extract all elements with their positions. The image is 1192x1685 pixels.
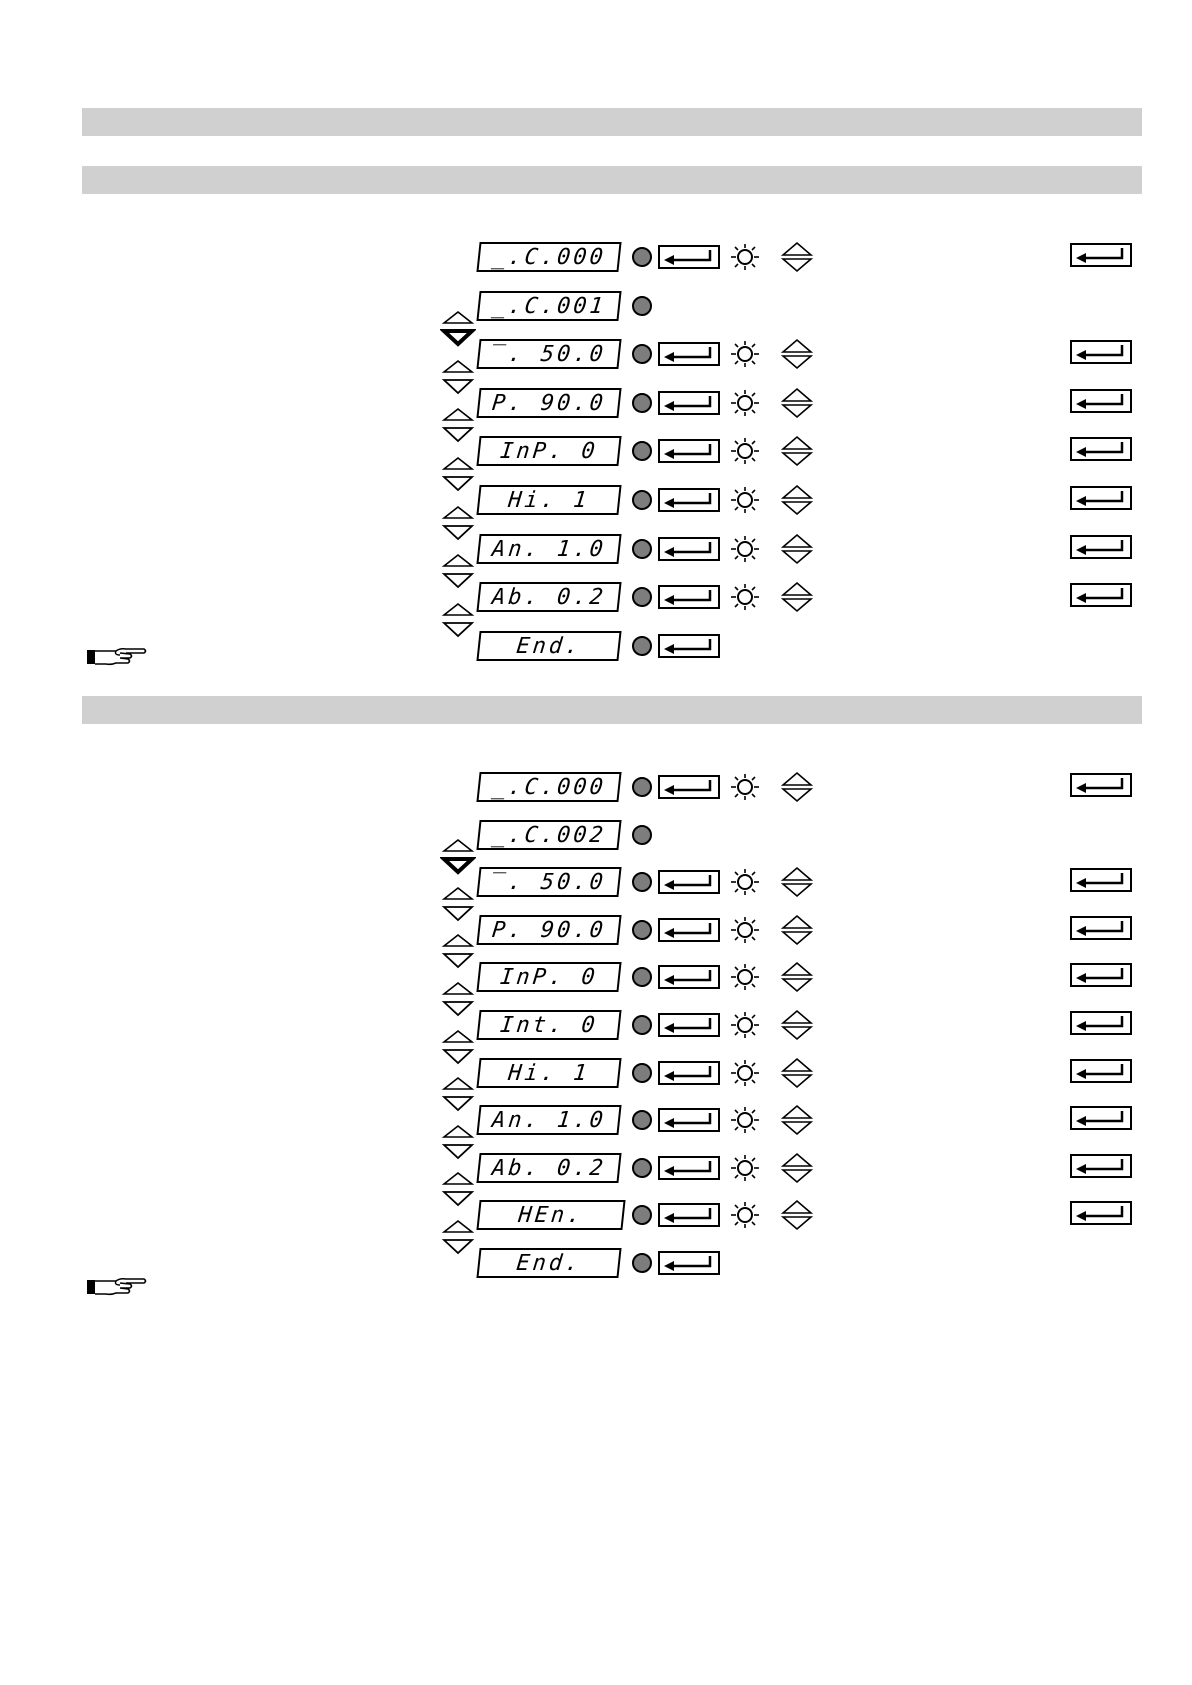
grey-led-icon [632, 1158, 652, 1178]
display-step [0, 962, 1192, 996]
blinking-sun-icon [728, 867, 762, 897]
lcd-display: End. [476, 631, 621, 661]
up-down-arrows-icon[interactable] [780, 1103, 814, 1137]
up-down-arrows-icon[interactable] [780, 865, 814, 899]
grey-led-icon [632, 393, 652, 413]
grey-led-icon [632, 490, 652, 510]
up-down-triangle-icon[interactable] [440, 455, 476, 495]
display-step [0, 1248, 1192, 1282]
up-down-arrows-icon[interactable] [780, 386, 814, 420]
enter-key-icon[interactable] [1070, 1011, 1132, 1035]
lcd-display: _.C.000 [476, 772, 621, 802]
up-down-triangle-icon[interactable] [440, 1075, 476, 1115]
display-step [0, 339, 1192, 373]
up-down-triangle-icon[interactable] [440, 552, 476, 592]
up-down-triangle-icon[interactable] [440, 1123, 476, 1163]
enter-key-icon[interactable] [658, 391, 720, 415]
lcd-display: Ab. 0.2 [476, 1153, 621, 1183]
grey-led-icon [632, 1253, 652, 1273]
up-down-triangle-icon[interactable] [440, 504, 476, 544]
enter-key-icon[interactable] [658, 585, 720, 609]
grey-led-icon [632, 1063, 652, 1083]
display-step [0, 1153, 1192, 1187]
display-step [0, 631, 1192, 665]
blinking-sun-icon [728, 485, 762, 515]
display-step [0, 820, 1192, 854]
enter-key-icon[interactable] [658, 1156, 720, 1180]
display-step [0, 582, 1192, 616]
blinking-sun-icon [728, 1058, 762, 1088]
title-bar [82, 108, 1142, 136]
enter-key-icon[interactable] [1070, 389, 1132, 413]
display-step [0, 1010, 1192, 1044]
up-down-triangle-icon[interactable] [440, 601, 476, 641]
enter-key-icon[interactable] [658, 1108, 720, 1132]
up-down-arrows-icon[interactable] [780, 1198, 814, 1232]
blinking-sun-icon [728, 772, 762, 802]
enter-key-icon[interactable] [658, 1203, 720, 1227]
up-down-triangle-icon[interactable] [440, 932, 476, 972]
display-step [0, 388, 1192, 422]
enter-key-icon[interactable] [658, 537, 720, 561]
blinking-sun-icon [728, 582, 762, 612]
grey-led-icon [632, 825, 652, 845]
enter-key-icon[interactable] [658, 870, 720, 894]
pointing-hand-icon [86, 1276, 148, 1298]
lcd-display: _.C.002 [476, 820, 621, 850]
lcd-display: _.C.001 [476, 291, 621, 321]
enter-key-icon[interactable] [658, 775, 720, 799]
blinking-sun-icon [728, 1200, 762, 1230]
grey-led-icon [632, 247, 652, 267]
grey-led-icon [632, 1015, 652, 1035]
display-step [0, 242, 1192, 276]
enter-key-icon[interactable] [658, 1061, 720, 1085]
enter-key-icon[interactable] [1070, 486, 1132, 510]
enter-key-icon[interactable] [658, 245, 720, 269]
enter-key-icon[interactable] [1070, 535, 1132, 559]
enter-key-icon[interactable] [658, 918, 720, 942]
up-down-triangle-icon[interactable] [440, 837, 476, 877]
up-down-triangle-icon[interactable] [440, 1028, 476, 1068]
display-step [0, 1058, 1192, 1092]
up-down-arrows-icon[interactable] [780, 337, 814, 371]
enter-key-icon[interactable] [1070, 773, 1132, 797]
enter-key-icon[interactable] [1070, 1059, 1132, 1083]
enter-key-icon[interactable] [658, 1251, 720, 1275]
up-down-arrows-icon[interactable] [780, 434, 814, 468]
grey-led-icon [632, 587, 652, 607]
up-down-arrows-icon[interactable] [780, 240, 814, 274]
lcd-display: HEn. [476, 1200, 625, 1230]
display-step [0, 772, 1192, 806]
display-step [0, 1200, 1192, 1234]
blinking-sun-icon [728, 339, 762, 369]
grey-led-icon [632, 1110, 652, 1130]
display-step [0, 915, 1192, 949]
up-down-triangle-icon[interactable] [440, 1218, 476, 1258]
lcd-display: P. 90.0 [476, 915, 621, 945]
enter-key-icon[interactable] [1070, 1154, 1132, 1178]
lcd-display: ‾. 50.0 [476, 867, 621, 897]
up-down-arrows-icon[interactable] [780, 1008, 814, 1042]
display-step [0, 1105, 1192, 1139]
enter-key-icon[interactable] [1070, 437, 1132, 461]
blinking-sun-icon [728, 962, 762, 992]
section-header-bar-2 [82, 696, 1142, 724]
up-down-arrows-icon[interactable] [780, 532, 814, 566]
blinking-sun-icon [728, 436, 762, 466]
pointing-hand-icon [86, 646, 148, 668]
enter-key-icon[interactable] [1070, 1106, 1132, 1130]
enter-key-icon[interactable] [658, 634, 720, 658]
enter-key-icon[interactable] [658, 342, 720, 366]
display-step [0, 291, 1192, 325]
grey-led-icon [632, 441, 652, 461]
up-down-triangle-icon[interactable] [440, 358, 476, 398]
grey-led-icon [632, 539, 652, 559]
lcd-display: An. 1.0 [476, 1105, 621, 1135]
grey-led-icon [632, 296, 652, 316]
display-step [0, 534, 1192, 568]
enter-key-icon[interactable] [658, 488, 720, 512]
grey-led-icon [632, 777, 652, 797]
grey-led-icon [632, 344, 652, 364]
grey-led-icon [632, 967, 652, 987]
enter-key-icon[interactable] [1070, 340, 1132, 364]
lcd-display: _.C.000 [476, 242, 621, 272]
lcd-display: Hi. 1 [476, 1058, 621, 1088]
up-down-triangle-icon[interactable] [440, 980, 476, 1020]
grey-led-icon [632, 636, 652, 656]
up-down-triangle-icon[interactable] [440, 406, 476, 446]
lcd-display: InP. 0 [476, 436, 621, 466]
up-down-arrows-icon[interactable] [780, 913, 814, 947]
lcd-display: End. [476, 1248, 621, 1278]
blinking-sun-icon [728, 388, 762, 418]
grey-led-icon [632, 1205, 652, 1225]
blinking-sun-icon [728, 242, 762, 272]
lcd-display: An. 1.0 [476, 534, 621, 564]
up-down-arrows-icon[interactable] [780, 483, 814, 517]
section-header-bar-1 [82, 166, 1142, 194]
up-down-arrows-icon[interactable] [780, 580, 814, 614]
up-down-triangle-icon[interactable] [440, 1170, 476, 1210]
enter-key-icon[interactable] [1070, 963, 1132, 987]
grey-led-icon [632, 920, 652, 940]
up-down-arrows-icon[interactable] [780, 960, 814, 994]
up-down-triangle-icon[interactable] [440, 309, 476, 349]
enter-key-icon[interactable] [1070, 916, 1132, 940]
lcd-display: InP. 0 [476, 962, 621, 992]
grey-led-icon [632, 872, 652, 892]
enter-key-icon[interactable] [1070, 1201, 1132, 1225]
lcd-display: Hi. 1 [476, 485, 621, 515]
blinking-sun-icon [728, 534, 762, 564]
up-down-arrows-icon[interactable] [780, 1151, 814, 1185]
blinking-sun-icon [728, 1153, 762, 1183]
lcd-display: Ab. 0.2 [476, 582, 621, 612]
blinking-sun-icon [728, 1105, 762, 1135]
display-step [0, 485, 1192, 519]
up-down-arrows-icon[interactable] [780, 770, 814, 804]
display-step [0, 436, 1192, 470]
enter-key-icon[interactable] [1070, 868, 1132, 892]
enter-key-icon[interactable] [658, 439, 720, 463]
enter-key-icon[interactable] [1070, 243, 1132, 267]
lcd-display: ‾. 50.0 [476, 339, 621, 369]
up-down-triangle-icon[interactable] [440, 885, 476, 925]
lcd-display: P. 90.0 [476, 388, 621, 418]
enter-key-icon[interactable] [658, 965, 720, 989]
up-down-arrows-icon[interactable] [780, 1056, 814, 1090]
blinking-sun-icon [728, 1010, 762, 1040]
display-step [0, 867, 1192, 901]
enter-key-icon[interactable] [658, 1013, 720, 1037]
blinking-sun-icon [728, 915, 762, 945]
enter-key-icon[interactable] [1070, 583, 1132, 607]
lcd-display: Int. 0 [476, 1010, 621, 1040]
